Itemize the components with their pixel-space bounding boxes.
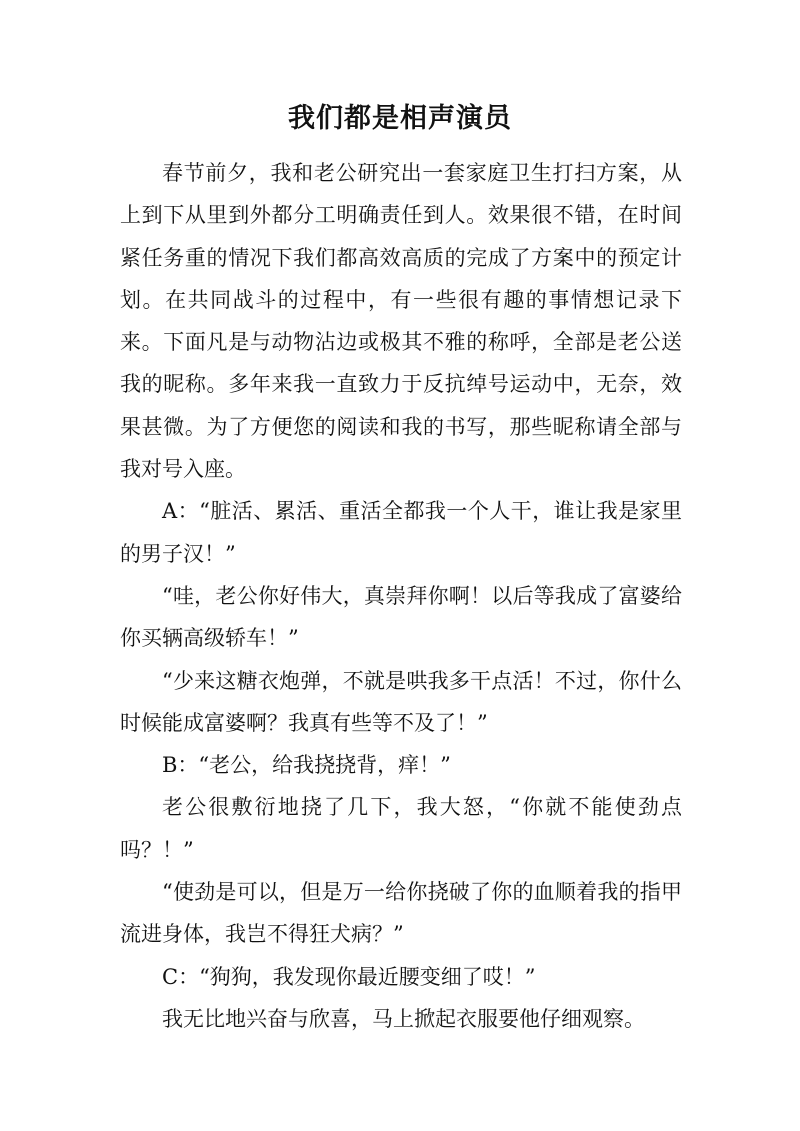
paragraph-intro: 春节前夕，我和老公研究出一套家庭卫生打扫方案，从上到下从里到外都分工明确责任到人。效果很不错，在时间紧任务重的情况下我们都高效高质的完成了方案中的预定计划。在共同战斗的过程中，有一些很有趣的事情想记录下来。下面凡是与动物沾边或极其不雅的称呼，全部是老公送我的昵称。多年来我一直致力于反抗绰号运动中，无奈，效果甚微。为了方便您的阅读和我的书写，那些昵称请全部与我对号入座。 <box>120 161 682 482</box>
document-title: 我们都是相声演员 <box>288 103 512 134</box>
document-body <box>120 152 682 1040</box>
paragraph-rabies: “使劲是可以，但是万一给你挠破了你的血顺着我的指甲流进身体，我岂不得狂犬病？” <box>120 880 682 947</box>
paragraph-c-quote: C：“狗狗，我发现你最近腰变细了哎！” <box>162 964 536 989</box>
paragraph-a-quote: A：“脏活、累活、重活全都我一个人干，谁让我是家里的男子汉！” <box>120 499 682 566</box>
paragraph-scratch: 老公很敷衍地挠了几下，我大怒，“你就不能使劲点吗？！” <box>120 795 682 862</box>
paragraph-husband-reply: “少来这糖衣炮弹，不就是哄我多干点活！不过，你什么时候能成富婆啊？我真有些等不及了！” <box>120 668 682 735</box>
paragraph-b-quote: B：“老公，给我挠挠背，痒！” <box>162 753 451 778</box>
paragraph-excited: 我无比地兴奋与欣喜，马上掀起衣服要他仔细观察。 <box>162 1006 645 1031</box>
paragraph-wife-reply: “哇，老公你好伟大，真崇拜你啊！以后等我成了富婆给你买辆高级轿车！” <box>120 583 682 651</box>
